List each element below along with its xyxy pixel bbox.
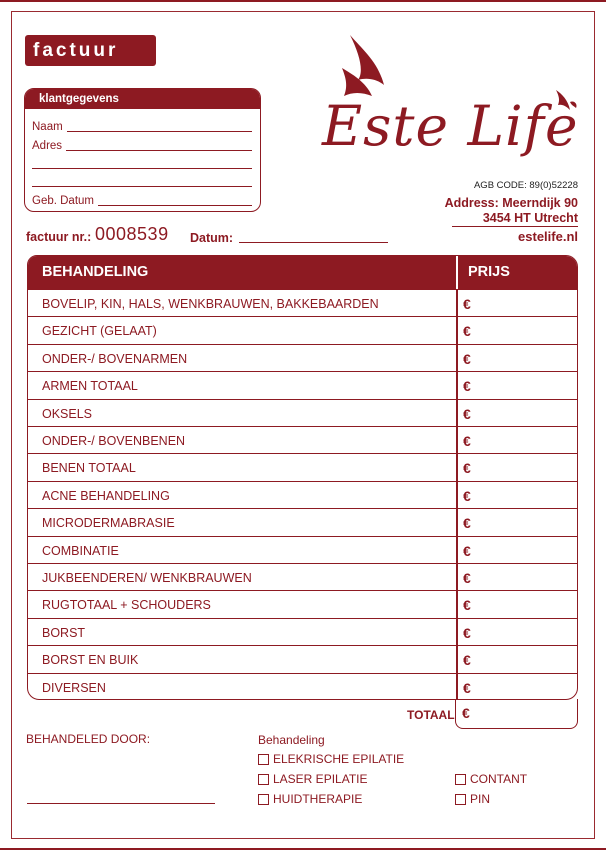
- treated-by-label: BEHANDELED DOOR:: [26, 732, 151, 746]
- table-row: [28, 426, 577, 453]
- address-field-3[interactable]: [32, 174, 252, 188]
- table-row: [28, 344, 577, 371]
- treatment-name: RUGTOTAAL + SCHOUDERS: [42, 598, 211, 613]
- treated-by-signature-line[interactable]: [27, 803, 215, 804]
- checkbox-pin[interactable]: [455, 792, 490, 806]
- address-line-1: Address: Meerndijk 90: [444, 196, 578, 210]
- price-field[interactable]: €: [463, 515, 471, 532]
- checkbox-electric-epilation[interactable]: [258, 752, 404, 766]
- invoice-number-label: factuur nr.:: [26, 230, 92, 244]
- checkbox-laser-epilation[interactable]: [258, 772, 367, 786]
- total-label: TOTAAL: [407, 708, 455, 722]
- treatment-name: BORST EN BUIK: [42, 653, 139, 668]
- price-field[interactable]: €: [463, 296, 471, 312]
- invoice-title: factuur: [25, 35, 156, 66]
- price-field[interactable]: €: [463, 542, 471, 559]
- price-field[interactable]: €: [463, 433, 471, 449]
- price-field[interactable]: €: [463, 679, 471, 696]
- price-field[interactable]: €: [463, 323, 471, 340]
- checkbox-cash[interactable]: [455, 772, 527, 786]
- address-divider: [452, 226, 578, 227]
- treatment-name: BENEN TOTAAL: [42, 461, 136, 476]
- treatment-name: GEZICHT (GELAAT): [42, 324, 157, 339]
- table-header: [28, 256, 577, 289]
- address-field-2[interactable]: [32, 156, 252, 170]
- price-field[interactable]: €: [463, 350, 471, 367]
- date-label: Datum:: [190, 231, 234, 245]
- treatment-name: ONDER-/ BOVENARMEN: [42, 351, 188, 366]
- treatment-table: [27, 255, 578, 700]
- invoice-number: 0008539: [95, 224, 169, 244]
- table-row: [28, 563, 577, 590]
- address-field[interactable]: [32, 138, 252, 152]
- table-row: [28, 673, 577, 700]
- client-details-heading: klantgegevens: [25, 89, 260, 109]
- treatment-name: ACNE BEHANDELING: [42, 488, 170, 503]
- option-label: LASER EPILATIE: [273, 772, 368, 786]
- table-row: [28, 590, 577, 617]
- treatment-name: JUKBEENDEREN/ WENKBRAUWEN: [42, 571, 252, 585]
- option-label: PIN: [470, 792, 491, 806]
- address-label: Adres: [32, 140, 63, 152]
- treatment-name: ARMEN TOTAAL: [42, 379, 138, 394]
- table-row: [28, 481, 577, 508]
- client-details-box: [24, 88, 261, 212]
- price-field[interactable]: €: [463, 460, 471, 477]
- option-label: ELEKRISCHE EPILATIE: [273, 752, 405, 766]
- top-edge: [0, 0, 606, 2]
- price-field[interactable]: €: [463, 597, 471, 614]
- agb-code: AGB CODE: 89(0)52228: [473, 180, 578, 191]
- total-price-field[interactable]: [455, 699, 578, 729]
- treatment-name: BOVELIP, KIN, HALS, WENKBRAUWEN, BAKKEBAARDEN: [42, 297, 379, 311]
- website: estelife.nl: [518, 229, 578, 244]
- brand-logo-text: Este Life: [322, 94, 579, 158]
- price-column-header: PRIJS: [468, 264, 510, 280]
- treatment-name: COMBINATIE: [42, 543, 119, 558]
- table-row: [28, 371, 577, 398]
- checkbox-skin-therapy[interactable]: [258, 792, 362, 806]
- treatment-name: MICRODERMABRASIE: [42, 516, 175, 531]
- birthdate-label: Geb. Datum: [32, 195, 94, 207]
- price-field[interactable]: €: [463, 624, 471, 641]
- table-row: [28, 618, 577, 645]
- price-field[interactable]: €: [463, 487, 471, 504]
- table-row: [28, 399, 577, 426]
- date-field[interactable]: [239, 242, 388, 243]
- option-label: CONTANT: [470, 772, 528, 786]
- treatment-name: ONDER-/ BOVENBENEN: [42, 434, 186, 448]
- price-field[interactable]: €: [463, 378, 471, 395]
- treatment-column-header: BEHANDELING: [42, 264, 149, 280]
- price-field[interactable]: €: [463, 652, 471, 669]
- total-currency: €: [462, 705, 470, 721]
- name-field[interactable]: [32, 119, 252, 133]
- table-row: [28, 508, 577, 535]
- table-row: [28, 453, 577, 480]
- price-field[interactable]: €: [463, 405, 471, 422]
- treatment-label: Behandeling: [258, 733, 325, 747]
- option-label: HUIDTHERAPIE: [273, 792, 363, 806]
- name-label: Naam: [32, 121, 63, 133]
- price-field[interactable]: €: [463, 570, 471, 586]
- table-row: [28, 289, 577, 316]
- table-row: [28, 645, 577, 672]
- address-line-2: 3454 HT Utrecht: [482, 211, 578, 225]
- treatment-name: OKSELS: [42, 406, 93, 421]
- table-row: [28, 316, 577, 343]
- birthdate-field[interactable]: [32, 193, 252, 207]
- treatment-name: DIVERSEN: [42, 680, 106, 695]
- table-row: [28, 536, 577, 563]
- treatment-name: BORST: [42, 625, 86, 640]
